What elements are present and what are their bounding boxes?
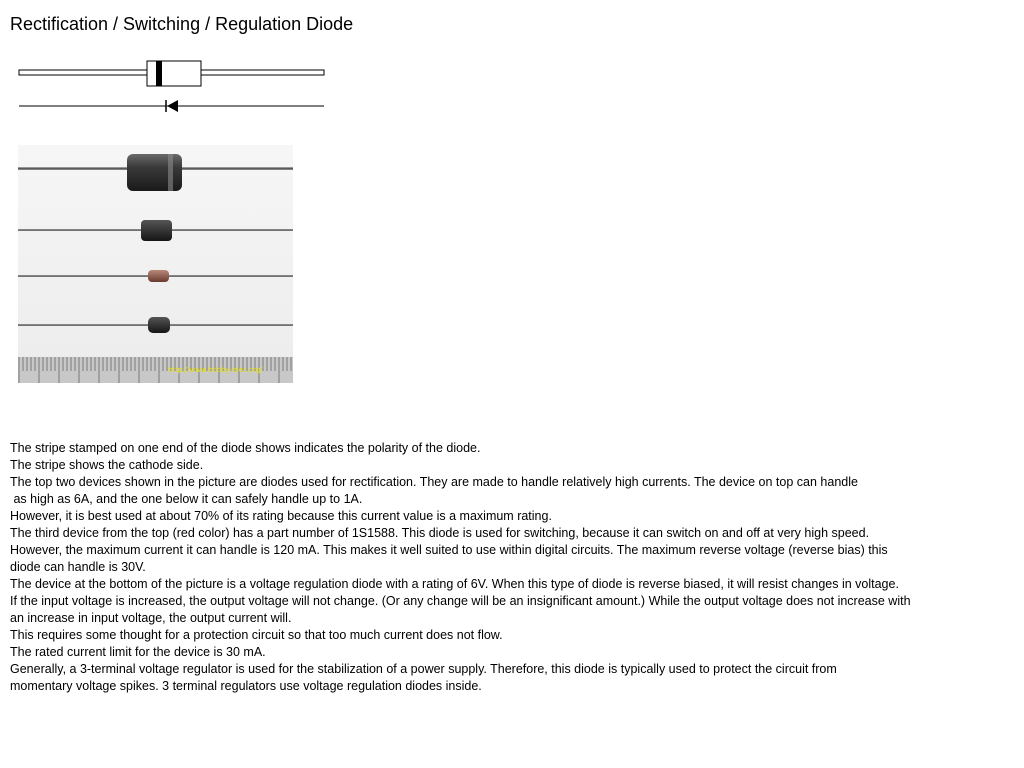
description-line: Generally, a 3-terminal voltage regulator is used for the stabilization of a power supply. Therefore, this diode is typically used to protect the circuit from: [10, 662, 837, 676]
description-line: The third device from the top (red color) has a part number of 1S1588. This diode is used for switching, because it can switch on and off at very high speed.: [10, 526, 870, 540]
anode-triangle: [167, 100, 178, 112]
diodes-photo: [18, 145, 293, 383]
description-line: If the input voltage is increased, the output voltage will not change. (Or any change will be an insignificant amount.) While the output voltage does not increase with: [10, 594, 911, 608]
photo-watermark: http://www.hobby-elec.org/: [168, 366, 263, 374]
diode-schematic-symbol: [19, 100, 324, 112]
description-line: The stripe shows the cathode side.: [10, 458, 204, 472]
diode-package-drawing: [19, 61, 324, 86]
cathode-stripe: [156, 61, 162, 86]
description-line: The device at the bottom of the picture is a voltage regulation diode with a rating of 6V. When this type of diode is reverse biased, it will resist changes in voltage.: [10, 577, 899, 591]
diode-diagram: [18, 58, 328, 118]
description-line: as high as 6A, and the one below it can safely handle up to 1A.: [10, 492, 363, 506]
description-line: The rated current limit for the device is 30 mA.: [10, 645, 266, 659]
description-line: an increase in input voltage, the output current will.: [10, 611, 292, 625]
description-line: However, it is best used at about 70% of its rating because this current value is a maximum rating.: [10, 509, 552, 523]
description-text: [10, 440, 1020, 695]
description-line: The top two devices shown in the picture are diodes used for rectification. They are made to handle relatively high currents. The device on top can handle: [10, 475, 858, 489]
description-line: The stripe stamped on one end of the diode shows indicates the polarity of the diode.: [10, 441, 481, 455]
description-line: This requires some thought for a protection circuit so that too much current does not flow.: [10, 628, 503, 642]
description-line: However, the maximum current it can handle is 120 mA. This makes it well suited to use within digital circuits. The maximum reverse voltage (reverse bias) this: [10, 543, 888, 557]
ruler: [18, 357, 293, 383]
description-line: momentary voltage spikes. 3 terminal regulators use voltage regulation diodes inside.: [10, 679, 482, 693]
page-title: Rectification / Switching / Regulation Diode: [10, 14, 354, 34]
description-line: diode can handle is 30V.: [10, 560, 146, 574]
